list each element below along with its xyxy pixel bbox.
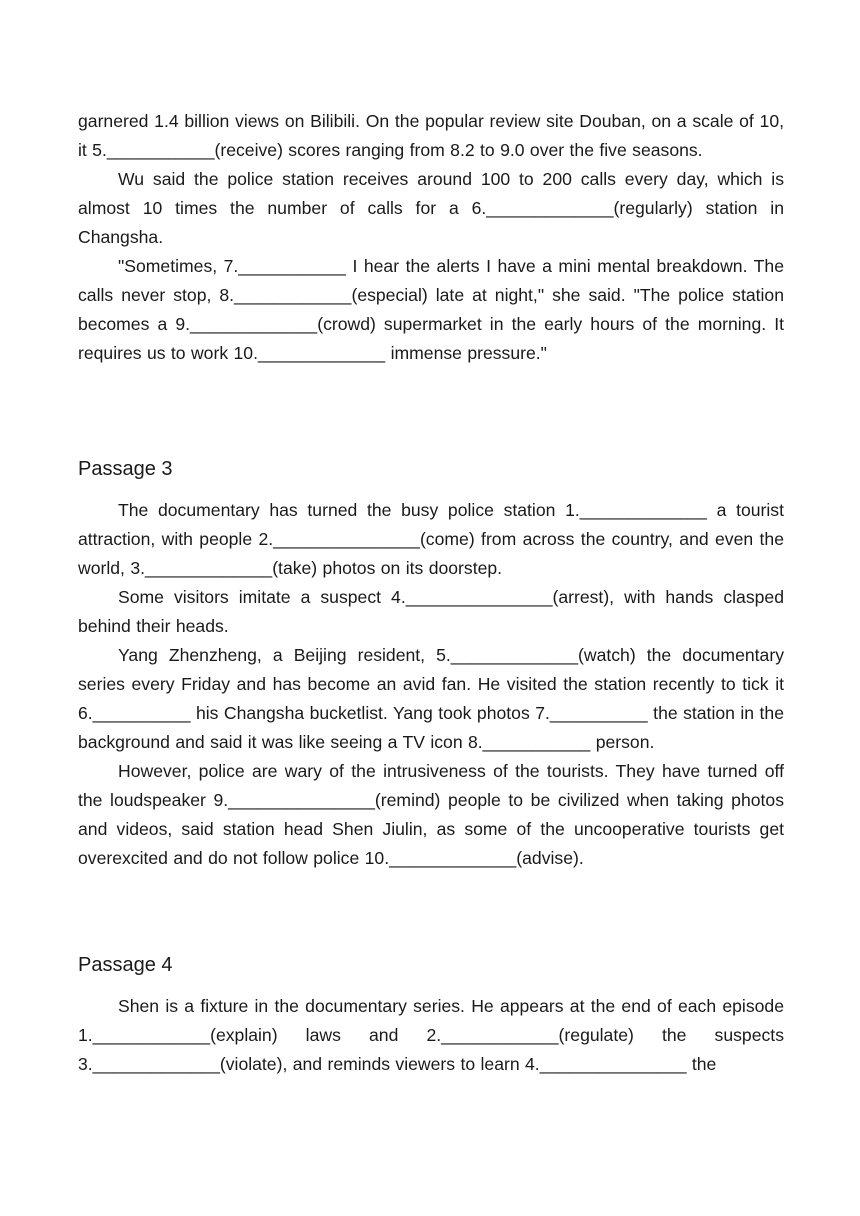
passage4-paragraph-1: Shen is a fixture in the documentary series. He appears at the end of each episode 1.____________(explain) laws and 2.____________(regulate) the suspects 3._____________(violate), and reminds viewers to learn 4._______________ the	[78, 996, 784, 1074]
passage2-paragraph-2: Wu said the police station receives around 100 to 200 calls every day, which is almost 10 times the number of calls for a 6._____________(regularly) station in Changsha.	[78, 169, 784, 247]
document-page	[78, 107, 784, 1079]
passage4-heading: Passage 4	[78, 954, 173, 976]
passage3-paragraph-2: Some visitors imitate a suspect 4._______________(arrest), with hands clasped behind their heads.	[78, 587, 784, 636]
passage3-paragraph-4: However, police are wary of the intrusiveness of the tourists. They have turned off the loudspeaker 9._______________(remind) people to be civilized when taking photos and videos, said station head Shen Jiulin, as some of the uncooperative tourists get overexcited and do not follow police 10._____________(advise).	[78, 761, 784, 868]
passage3-heading: Passage 3	[78, 458, 173, 480]
passage2-paragraph-1: garnered 1.4 billion views on Bilibili. On the popular review site Douban, on a scale of 10, it 5.___________(receive) scores ranging from 8.2 to 9.0 over the five seasons.	[78, 111, 784, 160]
passage3-paragraph-1: The documentary has turned the busy police station 1._____________ a tourist attraction, with people 2._______________(come) from across the country, and even the world, 3._____________(take) photos on its doorstep.	[78, 500, 784, 578]
passage2-paragraph-3: "Sometimes, 7.___________ I hear the alerts I have a mini mental breakdown. The calls never stop, 8.____________(especial) late at night," she said. "The police station becomes a 9._____________(crowd) supermarket in the early hours of the morning. It requires us to work 10._____________ immense pressure."	[78, 256, 784, 363]
passage3-paragraph-3: Yang Zhenzheng, a Beijing resident, 5._____________(watch) the documentary series every Friday and has become an avid fan. He visited the station recently to tick it 6.__________ his Changsha bucketlist. Yang took photos 7.__________ the station in the background and said it was like seeing a TV icon 8.___________ person.	[78, 645, 784, 752]
